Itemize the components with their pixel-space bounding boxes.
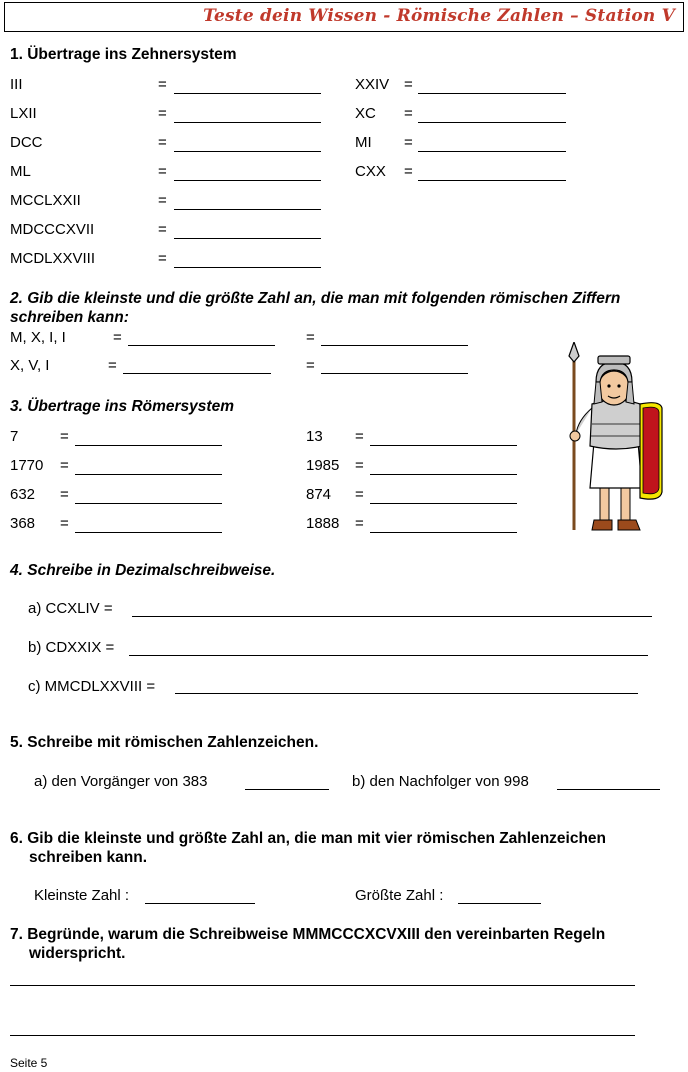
equals-sign: = (404, 76, 413, 93)
equals-sign: = (158, 76, 167, 93)
q1-item: ML (10, 163, 31, 180)
answer-line[interactable] (245, 789, 329, 790)
answer-line[interactable] (123, 373, 271, 374)
q3-item: 1888 (306, 515, 340, 532)
answer-line[interactable] (75, 532, 222, 533)
answer-line[interactable] (557, 789, 660, 790)
q6-title: 6. Gib die kleinste und größte Zahl an, die man mit vier römischen Zahlenzeichen (10, 830, 607, 847)
answer-line[interactable] (370, 503, 517, 504)
equals-sign: = (158, 221, 167, 238)
q3-item: 874 (306, 486, 332, 503)
answer-line[interactable] (370, 532, 517, 533)
answer-line[interactable] (174, 151, 321, 152)
q5-title: 5. Schreibe mit römischen Zahlenzeichen. (10, 734, 319, 751)
q1-item: MI (355, 134, 372, 151)
q2-digits: M, X, I, I (10, 329, 66, 346)
answer-line[interactable] (370, 445, 517, 446)
answer-line[interactable] (10, 1035, 635, 1036)
answer-line[interactable] (174, 180, 321, 181)
q5-item-a: a) den Vorgänger von 383 (34, 773, 208, 790)
answer-line[interactable] (321, 345, 468, 346)
q1-item: XC (355, 105, 376, 122)
answer-line[interactable] (418, 180, 566, 181)
roman-soldier-illustration (566, 342, 666, 538)
answer-line[interactable] (321, 373, 468, 374)
answer-line[interactable] (75, 474, 222, 475)
answer-line[interactable] (129, 655, 648, 656)
answer-line[interactable] (174, 238, 321, 239)
q2-title: 2. Gib die kleinste und die größte Zahl an, die man mit folgenden römischen Ziffern (10, 290, 621, 307)
q3-item: 632 (10, 486, 36, 503)
answer-line[interactable] (10, 985, 635, 986)
q4-item-c: c) MMCDLXXVIII = (28, 678, 156, 695)
answer-line[interactable] (128, 345, 275, 346)
q3-item: 1770 (10, 457, 44, 474)
answer-line[interactable] (132, 616, 652, 617)
answer-line[interactable] (174, 122, 321, 123)
page-number: Seite 5 (10, 1056, 48, 1070)
equals-sign: = (306, 329, 315, 346)
answer-line[interactable] (418, 122, 566, 123)
answer-line[interactable] (75, 445, 222, 446)
equals-sign: = (355, 486, 364, 503)
q1-item: III (10, 76, 23, 93)
answer-line[interactable] (174, 267, 321, 268)
q1-item: MDCCCXVII (10, 221, 95, 238)
equals-sign: = (113, 329, 122, 346)
equals-sign: = (306, 357, 315, 374)
q3-item: 7 (10, 428, 19, 445)
answer-line[interactable] (75, 503, 222, 504)
equals-sign: = (355, 457, 364, 474)
equals-sign: = (158, 163, 167, 180)
equals-sign: = (60, 457, 69, 474)
q4-title: 4. Schreibe in Dezimalschreibweise. (10, 562, 276, 579)
q2-title-cont: schreiben kann: (10, 309, 129, 326)
q1-item: DCC (10, 134, 43, 151)
q5-item-b: b) den Nachfolger von 998 (352, 773, 529, 790)
q1-item: XXIV (355, 76, 390, 93)
q3-item: 13 (306, 428, 323, 445)
q4-item-a: a) CCXLIV = (28, 600, 113, 617)
equals-sign: = (355, 428, 364, 445)
equals-sign: = (158, 105, 167, 122)
q1-title: 1. Übertrage ins Zehnersystem (10, 46, 237, 63)
header-box (4, 2, 684, 32)
q1-item: CXX (355, 163, 386, 180)
q7-title: 7. Begründe, warum die Schreibweise MMMCCCXCVXIII den vereinbarten Regeln (10, 926, 606, 943)
equals-sign: = (60, 515, 69, 532)
equals-sign: = (60, 428, 69, 445)
answer-line[interactable] (145, 903, 255, 904)
q2-digits: X, V, I (10, 357, 50, 374)
answer-line[interactable] (458, 903, 541, 904)
answer-line[interactable] (175, 693, 638, 694)
answer-line[interactable] (370, 474, 517, 475)
q6-largest-label: Größte Zahl : (355, 887, 444, 904)
equals-sign: = (404, 163, 413, 180)
equals-sign: = (60, 486, 69, 503)
q3-title: 3. Übertrage ins Römersystem (10, 398, 234, 415)
equals-sign: = (158, 134, 167, 151)
answer-line[interactable] (418, 93, 566, 94)
q1-item: MCCLXXII (10, 192, 81, 209)
equals-sign: = (108, 357, 117, 374)
answer-line[interactable] (174, 93, 321, 94)
q6-title-cont: schreiben kann. (29, 849, 148, 866)
q3-item: 368 (10, 515, 36, 532)
equals-sign: = (158, 192, 167, 209)
equals-sign: = (404, 105, 413, 122)
equals-sign: = (158, 250, 167, 267)
q3-item: 1985 (306, 457, 340, 474)
q1-item: LXII (10, 105, 37, 122)
q6-smallest-label: Kleinste Zahl : (34, 887, 130, 904)
worksheet-title: Teste dein Wissen - Römische Zahlen – Station V (203, 6, 675, 26)
answer-line[interactable] (418, 151, 566, 152)
equals-sign: = (355, 515, 364, 532)
q1-item: MCDLXXVIII (10, 250, 96, 267)
q7-title-cont: widerspricht. (29, 945, 126, 962)
equals-sign: = (404, 134, 413, 151)
answer-line[interactable] (174, 209, 321, 210)
q4-item-b: b) CDXXIX = (28, 639, 115, 656)
